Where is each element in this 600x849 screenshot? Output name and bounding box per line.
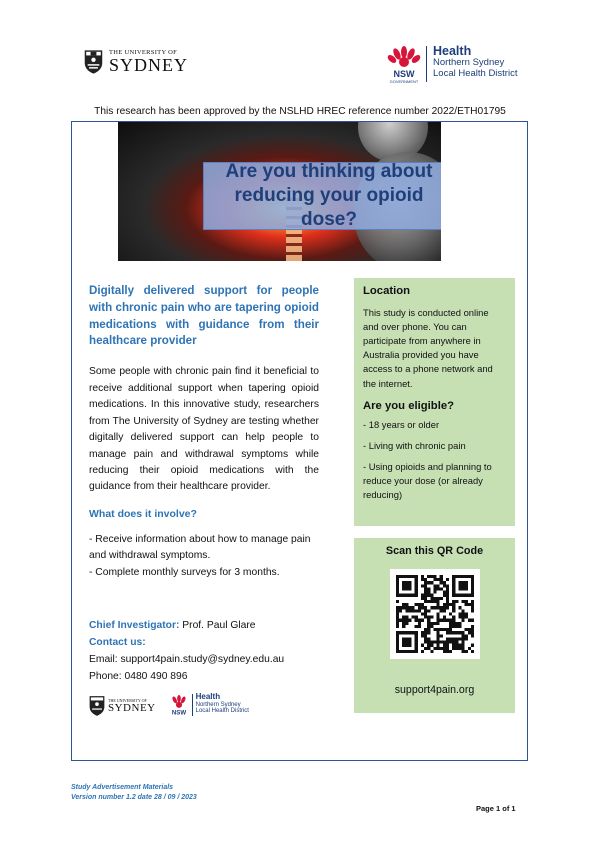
investigator-label: Chief Investigator:: [89, 620, 180, 631]
contact-block: [89, 618, 319, 686]
footer-nsw-divider: [192, 694, 193, 716]
nsw-logo-line3: Local Health District: [433, 67, 518, 79]
page-number: Page 1 of 1: [476, 804, 516, 813]
study-subheading: Digitally delivered support for people with chronic pain who are tapering opioid medications with guidance from their healthcare provider: [89, 284, 319, 348]
qr-code[interactable]: [390, 569, 480, 659]
university-crest-icon: [84, 45, 103, 79]
eligibility-item: - Using opioids and planning to reduce your dose (or already reducing): [363, 460, 492, 501]
usyd-logo-line1: THE UNIVERSITY OF: [108, 48, 178, 56]
investigator-name: Prof. Paul Glare: [179, 620, 256, 631]
hero-title: Are you thinking about reducing your opioid dose?: [225, 160, 433, 231]
university-of-sydney-logo: [84, 44, 188, 80]
footer-crest-icon: [89, 695, 105, 717]
flyer-frame: [71, 121, 528, 761]
chief-investigator: [89, 618, 319, 635]
qr-code-icon[interactable]: [396, 575, 474, 653]
involve-item: - Complete monthly surveys for 3 months.: [89, 566, 280, 578]
contact-label: Contact us:: [89, 636, 146, 648]
waratah-icon: [386, 44, 422, 84]
involve-list: [89, 532, 319, 581]
nsw-logo-health: Health: [433, 44, 472, 58]
contact-email[interactable]: Email: support4pain.study@sydney.edu.au: [89, 653, 285, 665]
footer-version: Version number 1.2 date 28 / 09 / 2023: [71, 793, 197, 801]
usyd-logo-line2: SYDNEY: [108, 55, 188, 76]
location-heading: Location: [363, 285, 411, 297]
location-box: [354, 278, 515, 526]
svg-text:NSW: NSW: [393, 69, 415, 79]
footer-nsw-logo: [168, 693, 249, 719]
footer-usyd-logo: [89, 695, 156, 717]
eligibility-item: - 18 years or older: [363, 418, 440, 430]
footer-usyd-line2: SYDNEY: [108, 701, 156, 714]
footer-logos: [89, 689, 259, 723]
hero-title-box: [203, 162, 441, 230]
qr-heading: Scan this QR Code: [385, 545, 484, 557]
eligibility-item: - Living with chronic pain: [363, 439, 466, 451]
contact-phone[interactable]: Phone: 0480 490 896: [89, 670, 188, 682]
svg-text:GOVERNMENT: GOVERNMENT: [389, 79, 419, 84]
hero-image: [118, 122, 441, 261]
footer-line1: Study Advertisement Materials: [71, 784, 174, 791]
involve-item: - Receive information about how to manage pain and withdrawal symptoms.: [89, 533, 311, 562]
qr-url[interactable]: support4pain.org: [394, 684, 475, 696]
document-footer: [71, 783, 197, 803]
footer-nsw-health: Health: [195, 692, 221, 701]
nsw-logo-line2: Northern Sydney: [433, 57, 505, 68]
eligibility-list: [363, 418, 506, 503]
nsw-health-logo: [386, 44, 526, 88]
svg-text:NSW: NSW: [171, 709, 186, 717]
footer-nsw-line2: Northern Sydney: [195, 701, 241, 708]
footer-waratah-icon: [168, 693, 190, 719]
location-text: This study is conducted online and over phone. You can participate from anywhere in Australia provided you have access to a phone network and the internet.: [363, 307, 493, 389]
involve-heading: What does it involve?: [89, 507, 197, 520]
footer-usyd-line1: THE UNIVERSITY OF: [108, 697, 147, 703]
main-column: [89, 283, 319, 581]
hrec-approval-notice: This research has been approved by the NSLHD HREC reference number 2022/ETH01795: [94, 106, 506, 117]
nsw-logo-divider: [426, 46, 427, 82]
qr-box: [354, 538, 515, 713]
eligibility-heading: Are you eligible?: [363, 399, 455, 412]
footer-nsw-line3: Local Health District: [195, 708, 249, 715]
study-description: Some people with chronic pain find it beneficial to receive additional support when tapering opioid medications. In this innovative study, researchers from The University of Sydney are testing whether digitally delivered support can help people to manage pain and withdrawal symptoms while reducing their opioid medications with the guidance from their healthcare provider.: [89, 366, 319, 493]
